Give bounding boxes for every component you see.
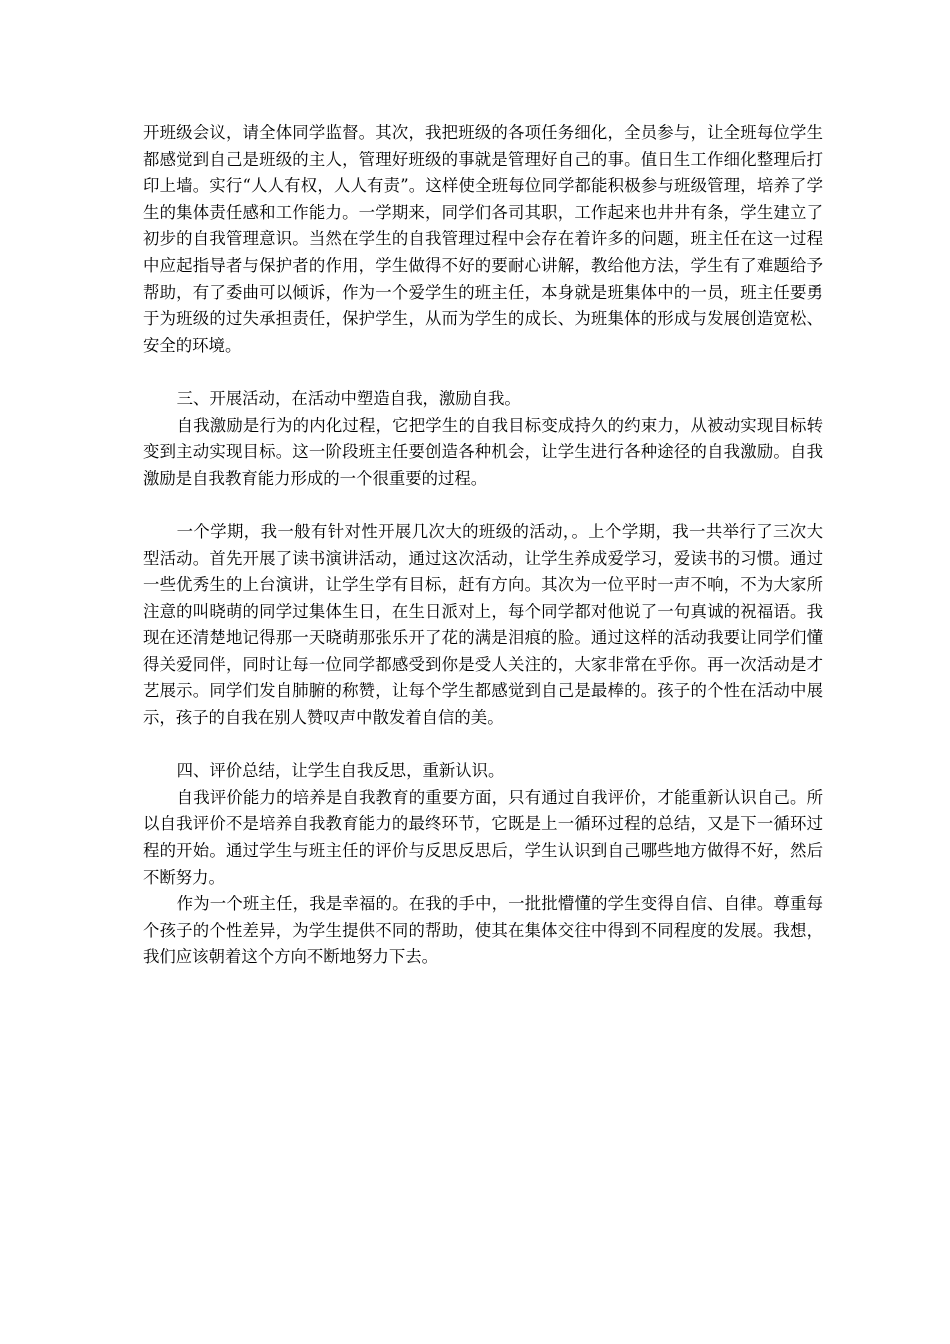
body-paragraph-5: 作为一个班主任，我是幸福的。在我的手中，一批批懵懂的学生变得自信、自律。尊重每个孩子的个性差异，为学生提供不同的帮助，使其在集体交往中得到不同程度的发展。我想，我们应该朝着这个方向不断地努力下去。 [143,894,823,967]
section-heading-3: 三、开展活动，在活动中塑造自我，激励自我。 [176,388,521,408]
body-paragraph-4: 自我评价能力的培养是自我教育的重要方面，只有通过自我评价，才能重新认识自己。所以自我评价不是培养自我教育能力的最终环节，它既是上一循环过程的总结，又是下一循环过程的开始。通过学生与班主任的评价与反思反思后，学生认识到自己哪些地方做得不好，然后不断努力。 [143,787,823,887]
body-paragraph-2: 自我激励是行为的内化过程，它把学生的自我目标变成持久的约束力，从被动实现目标转变到主动实现目标。这一阶段班主任要创造各种机会，让学生进行各种途径的自我激励。自我激励是自我教育能力形成的一个很重要的过程。 [143,415,823,488]
body-paragraph-1: 开班级会议，请全体同学监督。其次，我把班级的各项任务细化，全员参与，让全班每位学生都感觉到自己是班级的主人，管理好班级的事就是管理好自己的事。值日生工作细化整理后打印上墙。实行“人人有权，人人有责”。这样使全班每位同学都能积极参与班级管理，培养了学生的集体责任感和工作能力。一学期来，同学们各司其职，工作起来也井井有条，学生建立了初步的自我管理意识。当然在学生的自我管理过程中会存在着许多的问题，班主任在这一过程中应起指导者与保护者的作用，学生做得不好的要耐心讲解，教给他方法，学生有了难题给予帮助，有了委曲可以倾诉，作为一个爱学生的班主任，本身就是班集体中的一员，班主任要勇于为班级的过失承担责任，保护学生，从而为学生的成长、为班集体的形成与发展创造宽松、安全的环境。 [143,123,823,355]
section-heading-4: 四、评价总结，让学生自我反思，重新认识。 [176,761,505,781]
document-page [143,120,823,971]
body-paragraph-3: 一个学期，我一般有针对性开展几次大的班级的活动，。上个学期，我一共举行了三次大型活动。首先开展了读书演讲活动，通过这次活动，让学生养成爱学习，爱读书的习惯。通过一些优秀生的上台演讲，让学生学有目标，赶有方向。其次为一位平时一声不响，不为大家所注意的叫晓萌的同学过集体生日，在生日派对上，每个同学都对他说了一句真诚的祝福语。我现在还清楚地记得那一天晓萌那张乐开了花的满是泪痕的脸。通过这样的活动我要让同学们懂得关爱同伴，同时让每一位同学都感受到你是受人关注的，大家非常在乎你。再一次活动是才艺展示。同学们发自肺腑的称赞，让每个学生都感觉到自己是最棒的。孩子的个性在活动中展示，孩子的自我在别人赞叹声中散发着自信的美。 [143,521,823,728]
